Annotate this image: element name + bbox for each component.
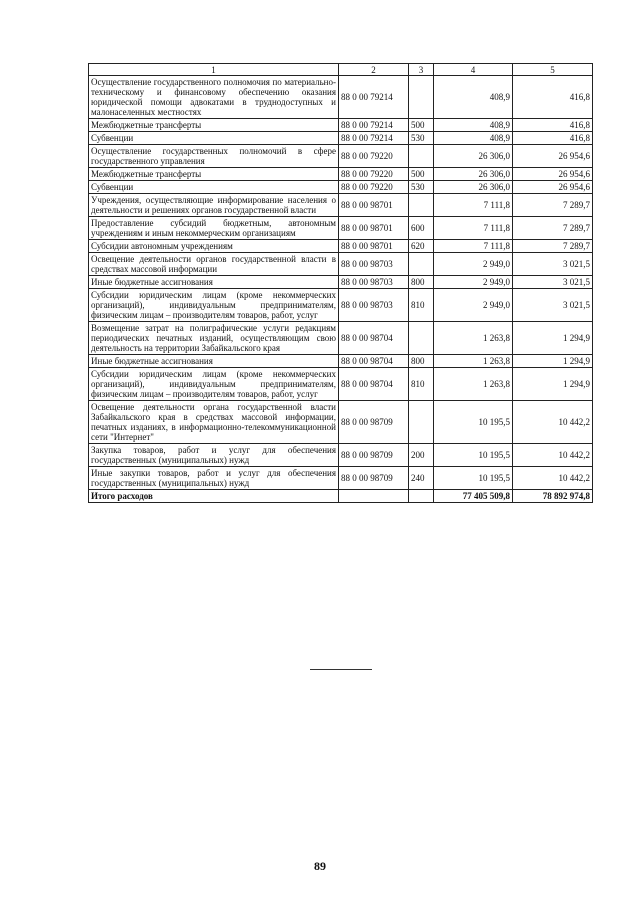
cell-name: Субвенции [89,132,339,145]
cell-code: 88 0 00 98704 [339,355,409,368]
cell-code: 88 0 00 79214 [339,132,409,145]
cell-code: 88 0 00 98701 [339,194,409,217]
cell-year-2: 1 294,9 [513,368,593,401]
cell-code: 88 0 00 98709 [339,444,409,467]
cell-year-2: 416,8 [513,119,593,132]
cell-code: 88 0 00 79220 [339,145,409,168]
header-col-5: 5 [513,64,593,76]
table-row [89,355,593,368]
cell-year-2: 7 289,7 [513,217,593,240]
cell-code: 88 0 00 98701 [339,217,409,240]
cell-name: Субсидии юридическим лицам (кроме некоммерческих организаций), индивидуальным предпринимателям, физическим лицам – производителям товаров, работ, услуг [89,289,339,322]
cell-expense-type [409,76,434,119]
table-row [89,276,593,289]
cell-year-1: 77 405 509,8 [434,490,513,503]
cell-year-1: 26 306,0 [434,145,513,168]
table-row [89,368,593,401]
cell-year-1: 1 263,8 [434,322,513,355]
cell-name: Осуществление государственного полномочия по материально-техническому и финансовому обеспечению оказания юридической помощи адвокатами в труднодоступных и малонаселенных местностях [89,76,339,119]
table-row [89,401,593,444]
cell-expense-type: 240 [409,467,434,490]
cell-name: Возмещение затрат на полиграфические услуги редакциям периодических печатных изданий, осуществляющим свою деятельность на территории Забайкальского края [89,322,339,355]
cell-year-2: 26 954,6 [513,168,593,181]
cell-year-2: 416,8 [513,132,593,145]
cell-name: Субсидии юридическим лицам (кроме некоммерческих организаций), индивидуальным предпринимателям, физическим лицам – производителям товаров, работ, услуг [89,368,339,401]
cell-expense-type: 810 [409,368,434,401]
cell-year-2: 416,8 [513,76,593,119]
cell-expense-type: 500 [409,119,434,132]
cell-year-1: 1 263,8 [434,355,513,368]
cell-expense-type [409,194,434,217]
cell-code: 88 0 00 98701 [339,240,409,253]
end-rule [310,669,372,670]
cell-expense-type [409,145,434,168]
cell-year-2: 1 294,9 [513,355,593,368]
cell-name: Субсидии автономным учреждениям [89,240,339,253]
header-col-2: 2 [339,64,409,76]
cell-year-2: 10 442,2 [513,467,593,490]
table-row [89,322,593,355]
cell-expense-type: 800 [409,355,434,368]
table-row [89,253,593,276]
cell-code: 88 0 00 79214 [339,76,409,119]
cell-year-2: 7 289,7 [513,240,593,253]
cell-expense-type: 600 [409,217,434,240]
total-row [89,490,593,503]
table-row [89,145,593,168]
cell-year-1: 2 949,0 [434,253,513,276]
cell-year-2: 7 289,7 [513,194,593,217]
cell-expense-type [409,253,434,276]
page-number: 89 [314,859,326,873]
cell-year-1: 2 949,0 [434,289,513,322]
cell-name: Осуществление государственных полномочий в сфере государственного управления [89,145,339,168]
cell-name: Иные закупки товаров, работ и услуг для обеспечения государственных (муниципальных) нужд [89,467,339,490]
cell-year-2: 10 442,2 [513,401,593,444]
cell-year-2: 26 954,6 [513,145,593,168]
cell-expense-type: 200 [409,444,434,467]
table-row [89,76,593,119]
cell-year-1: 7 111,8 [434,194,513,217]
cell-code [339,490,409,503]
cell-year-1: 408,9 [434,132,513,145]
table-row [89,444,593,467]
cell-code: 88 0 00 79220 [339,181,409,194]
table-row [89,240,593,253]
cell-name: Освещение деятельности органов государственной власти в средствах массовой информации [89,253,339,276]
cell-year-1: 2 949,0 [434,276,513,289]
cell-expense-type [409,490,434,503]
cell-year-1: 10 195,5 [434,401,513,444]
cell-name: Субвенции [89,181,339,194]
cell-name: Итого расходов [89,490,339,503]
cell-expense-type: 810 [409,289,434,322]
cell-expense-type [409,401,434,444]
cell-name: Освещение деятельности органа государственной власти Забайкальского края в средствах массовой информации, печатных изданиях, в информационно-телекоммуникационной сети "Интернет" [89,401,339,444]
cell-code: 88 0 00 79214 [339,119,409,132]
header-col-4: 4 [434,64,513,76]
table-row [89,119,593,132]
cell-name: Иные бюджетные ассигнования [89,276,339,289]
cell-year-1: 7 111,8 [434,240,513,253]
table-row [89,467,593,490]
cell-name: Предоставление субсидий бюджетным, автономным учреждениям и иным некоммерческим организациям [89,217,339,240]
cell-code: 88 0 00 98703 [339,289,409,322]
cell-expense-type: 530 [409,181,434,194]
cell-year-1: 26 306,0 [434,181,513,194]
cell-name: Межбюджетные трансферты [89,168,339,181]
budget-table-body [89,64,593,503]
cell-expense-type: 500 [409,168,434,181]
table-row [89,289,593,322]
table-header-row [89,64,593,76]
table-row [89,168,593,181]
header-col-3: 3 [409,64,434,76]
table-row [89,217,593,240]
cell-year-1: 408,9 [434,76,513,119]
cell-expense-type: 800 [409,276,434,289]
cell-year-1: 10 195,5 [434,444,513,467]
cell-year-1: 7 111,8 [434,217,513,240]
cell-code: 88 0 00 98703 [339,253,409,276]
table-row [89,132,593,145]
cell-code: 88 0 00 98704 [339,322,409,355]
cell-year-2: 1 294,9 [513,322,593,355]
cell-name: Закупка товаров, работ и услуг для обеспечения государственных (муниципальных) нужд [89,444,339,467]
cell-name: Иные бюджетные ассигнования [89,355,339,368]
cell-code: 88 0 00 98703 [339,276,409,289]
cell-year-2: 3 021,5 [513,276,593,289]
cell-year-2: 78 892 974,8 [513,490,593,503]
cell-year-1: 26 306,0 [434,168,513,181]
cell-code: 88 0 00 98704 [339,368,409,401]
cell-expense-type [409,322,434,355]
cell-year-1: 408,9 [434,119,513,132]
cell-expense-type: 620 [409,240,434,253]
budget-table [88,63,593,503]
cell-name: Межбюджетные трансферты [89,119,339,132]
cell-year-1: 1 263,8 [434,368,513,401]
cell-year-2: 3 021,5 [513,289,593,322]
cell-year-2: 10 442,2 [513,444,593,467]
table-row [89,181,593,194]
table-row [89,194,593,217]
cell-year-1: 10 195,5 [434,467,513,490]
cell-year-2: 3 021,5 [513,253,593,276]
cell-code: 88 0 00 79220 [339,168,409,181]
header-col-1: 1 [89,64,339,76]
cell-expense-type: 530 [409,132,434,145]
cell-name: Учреждения, осуществляющие информирование населения о деятельности и решениях органов государственной власти [89,194,339,217]
cell-code: 88 0 00 98709 [339,467,409,490]
cell-code: 88 0 00 98709 [339,401,409,444]
cell-year-2: 26 954,6 [513,181,593,194]
